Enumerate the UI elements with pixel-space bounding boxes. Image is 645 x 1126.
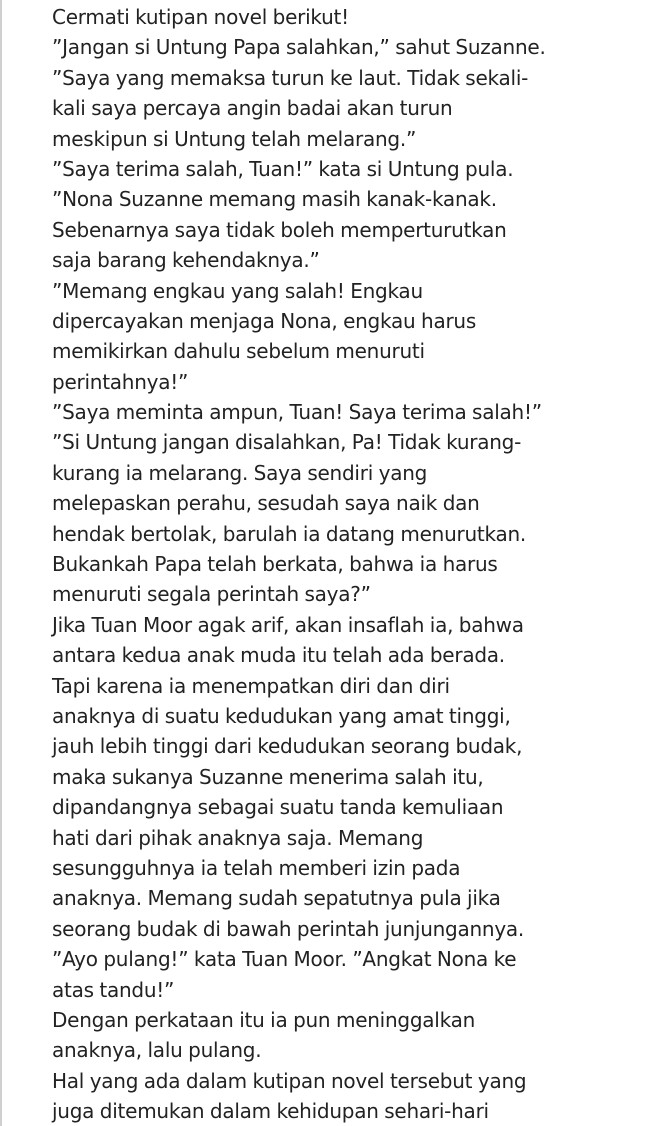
text-line: kali saya percaya angin badai akan turun: [52, 96, 453, 121]
text-line: ”Si Untung jangan disalahkan, Pa! Tidak kurang-: [52, 430, 522, 455]
text-line: Cermati kutipan novel berikut!: [52, 5, 349, 29]
text-line: ”Saya meminta ampun, Tuan! Saya terima salah!”: [52, 400, 542, 425]
text-line: atas tandu!”: [52, 977, 175, 1002]
text-line: perintahnya!”: [52, 369, 189, 394]
text-line: Jika Tuan Moor agak arif, akan insaflah ia, bahwa: [52, 612, 524, 637]
text-line: Tapi karena ia menempatkan diri dan diri: [52, 673, 450, 698]
text-line: kurang ia melarang. Saya sendiri yang: [52, 460, 428, 485]
text-line: dipercayakan menjaga Nona, engkau harus: [52, 308, 477, 333]
text-line: dipandangnya sebagai suatu tanda kemuliaan: [52, 795, 504, 820]
text-line: antara kedua anak muda itu telah ada berada.: [52, 643, 505, 668]
text-line: ”Saya yang memaksa turun ke laut. Tidak sekali-: [52, 65, 529, 90]
text-line: meskipun si Untung telah melarang.”: [52, 126, 417, 151]
text-line: saja barang kehendaknya.”: [52, 248, 320, 273]
text-line: hati dari pihak anaknya saja. Memang: [52, 825, 424, 850]
text-line: ”Memang engkau yang salah! Engkau: [52, 278, 423, 303]
text-line: melepaskan perahu, sesudah saya naik dan: [52, 491, 480, 516]
text-line: anaknya, lalu pulang.: [52, 1038, 262, 1063]
text-line: ”Saya terima salah, Tuan!” kata si Untung pula.: [52, 156, 514, 181]
text-line: Hal yang ada dalam kutipan novel tersebut yang: [52, 1068, 527, 1093]
novel-excerpt-text: [52, 2, 642, 1126]
text-line: Sebenarnya saya tidak boleh memperturutkan: [52, 217, 507, 242]
text-line: anaknya. Memang sudah sepatutnya pula jika: [52, 886, 501, 911]
text-line: jauh lebih tinggi dari kedudukan seorang budak,: [52, 734, 523, 759]
text-line: hendak bertolak, barulah ia datang menurutkan.: [52, 521, 526, 546]
text-line: seorang budak di bawah perintah junjungannya.: [52, 916, 525, 941]
text-line: juga ditemukan dalam kehidupan sehari-hari: [52, 1099, 489, 1124]
page-left-border: [0, 0, 2, 1126]
text-line: ”Ayo pulang!” kata Tuan Moor. ”Angkat Nona ke: [52, 947, 517, 972]
text-line: sesungguhnya ia telah memberi izin pada: [52, 855, 461, 880]
text-line: maka sukanya Suzanne menerima salah itu,: [52, 764, 484, 789]
text-line: ”Jangan si Untung Papa salahkan,” sahut Suzanne.: [52, 35, 546, 60]
text-line: Dengan perkataan itu ia pun meninggalkan: [52, 1007, 476, 1032]
text-line: menuruti segala perintah saya?”: [52, 582, 371, 607]
text-line: Bukankah Papa telah berkata, bahwa ia harus: [52, 552, 498, 577]
text-line: anaknya di suatu kedudukan yang amat tinggi,: [52, 703, 511, 728]
text-line: memikirkan dahulu sebelum menuruti: [52, 339, 425, 364]
text-line: ”Nona Suzanne memang masih kanak-kanak.: [52, 187, 497, 212]
